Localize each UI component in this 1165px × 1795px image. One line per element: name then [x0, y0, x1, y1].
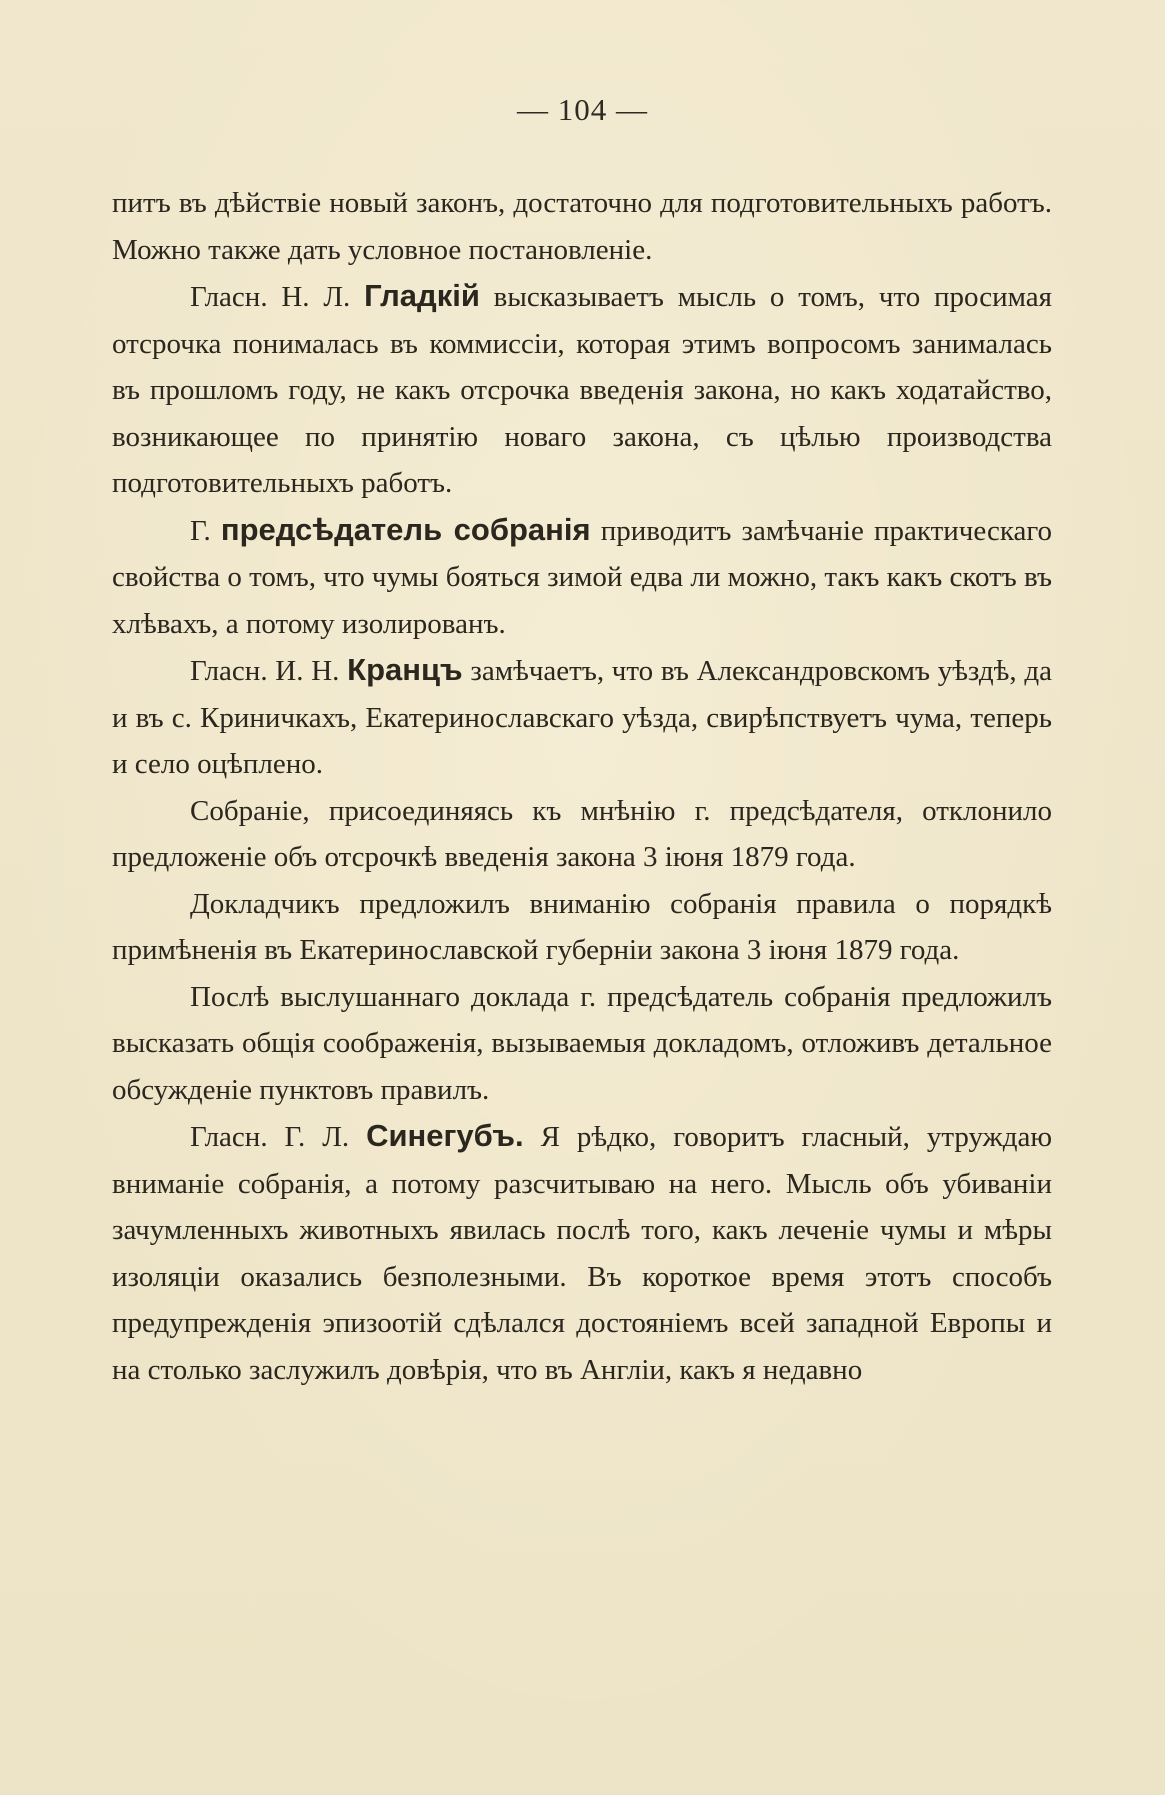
speaker-remark: Я рѣдко, говоритъ гласный, утруждаю вниманіе собранія, а потому разсчитываю на него. Мысль объ убиваніи зачумленныхъ животныхъ явилась послѣ того, какъ леченіе чумы и мѣры изоляціи оказались безполезными. Въ короткое время этотъ способъ предупрежденія эпизоотій сдѣлался достояніемъ всей западной Европы и на столько заслужилъ довѣрія, что въ Англіи, какъ я недавно — [112, 1121, 1052, 1386]
page-number: — 104 — — [517, 92, 648, 127]
speaker-prefix: Г. — [190, 514, 221, 547]
speaker-name: Кранцъ — [347, 652, 463, 687]
speaker-prefix: Гласн. Г. Л. — [190, 1121, 367, 1153]
speaker-prefix: Гласн. И. Н. — [190, 655, 348, 687]
body-text — [112, 180, 1052, 1393]
paragraph-continuation: питъ въ дѣйствіе новый законъ, достаточно для подготовительныхъ работъ. Можно также дать условное постановленіе. — [112, 187, 1052, 266]
paragraph-krants — [112, 647, 1052, 788]
speaker-prefix: Гласн. Н. Л. — [190, 281, 365, 313]
paragraph-sinegub — [112, 1113, 1052, 1393]
paragraph-after-report: Послѣ выслушаннаго доклада г. предсѣдатель собранія предложилъ высказать общія соображенія, вызываемыя докладомъ, отложивъ детальное обсужденіе пунктовъ правилъ. — [112, 980, 1052, 1106]
paragraph-assembly-decision: Собраніе, присоединяясь къ мнѣнію г. предсѣдателя, отклонило предложеніе объ отсрочкѣ введенія закона 3 іюня 1879 года. — [112, 794, 1052, 873]
speaker-remark: замѣчаетъ, что въ Александровскомъ уѣздѣ, да и въ с. Криничкахъ, Екатеринославскаго уѣзда, свирѣпствуетъ чума, теперь и село оцѣплено. — [112, 655, 1052, 780]
paragraph-rapporteur: Докладчикъ предложилъ вниманію собранія правила о порядкѣ примѣненія въ Екатеринославской губерніи закона 3 іюня 1879 года. — [112, 887, 1052, 966]
speaker-name: Синегубъ. — [366, 1118, 524, 1153]
paragraph-chairman — [112, 507, 1052, 648]
paragraph-gladkiy — [112, 273, 1052, 507]
speaker-name: Гладкій — [364, 278, 480, 313]
speaker-remark: приводитъ замѣчаніе практическаго свойства о томъ, что чумы бояться зимой едва ли можно, такъ какъ скотъ въ хлѣвахъ, а потому изолированъ. — [112, 514, 1053, 640]
speaker-remark: высказываетъ мысль о томъ, что просимая отсрочка понималась въ коммиссіи, которая этимъ вопросомъ занималась въ прошломъ году, не какъ отсрочка введенія закона, но какъ ходатайство, возникающее по принятію новаго закона, съ цѣлью производства подготовительныхъ работъ. — [112, 281, 1052, 499]
speaker-name: предсѣдатель собранія — [220, 511, 591, 547]
